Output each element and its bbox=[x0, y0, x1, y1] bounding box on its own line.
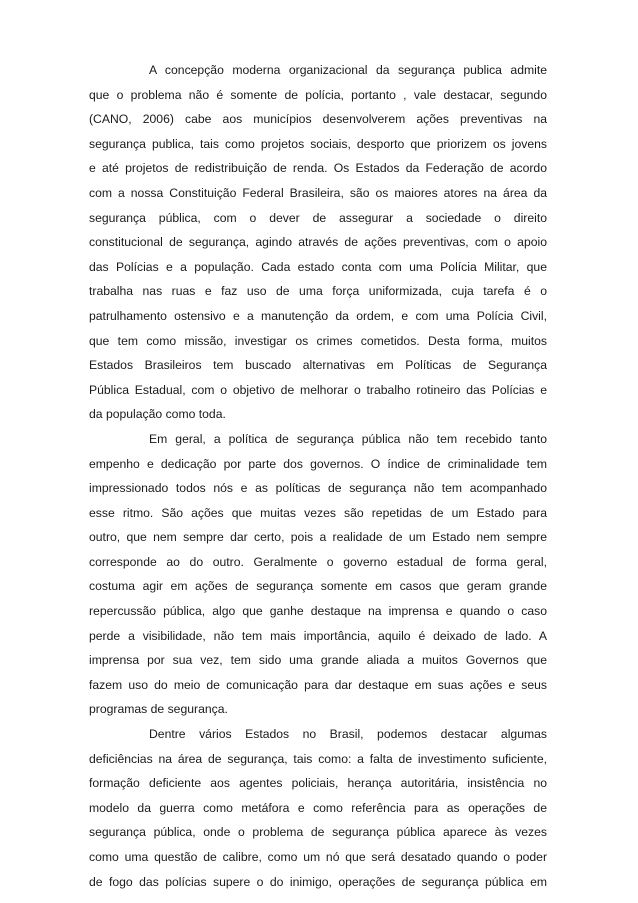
text-line: impressionado todos nós e as políticas de segurança não tem acompanhado bbox=[89, 481, 547, 496]
text-line: segurança pública, onde o problema de segurança pública aparece às vezes bbox=[89, 825, 547, 840]
text-line: trabalha nas ruas e faz uso de uma força uniformizada, cuja tarefa é o bbox=[89, 284, 547, 299]
text-line: com a nossa Constituição Federal Brasileira, são os maiores atores na área da bbox=[89, 185, 547, 200]
text-line: de fogo das polícias supere o do inimigo, operações de segurança pública em bbox=[89, 874, 547, 889]
text-line: (CANO, 2006) cabe aos municípios desenvolverem ações preventivas na bbox=[89, 112, 547, 127]
text-line: Estados Brasileiros tem buscado alternativas em Políticas de Segurança bbox=[89, 358, 547, 373]
body-text bbox=[89, 58, 547, 894]
text-line: programas de segurança. bbox=[89, 702, 228, 717]
text-line: perde a visibilidade, não tem mais importância, aquilo é deixado de lado. A bbox=[89, 628, 547, 643]
text-line: deficiências na área de segurança, tais como: a falta de investimento suficiente, bbox=[89, 751, 547, 766]
text-line: que o problema não é somente de polícia, portanto , vale destacar, segundo bbox=[89, 87, 547, 102]
text-line: constitucional de segurança, agindo através de ações preventivas, com o apoio bbox=[89, 235, 547, 250]
text-line: das Polícias e a população. Cada estado conta com uma Polícia Militar, que bbox=[89, 259, 547, 274]
text-line: patrulhamento ostensivo e a manutenção da ordem, e com uma Polícia Civil, bbox=[89, 308, 547, 323]
text-line: segurança publica, tais como projetos sociais, desporto que priorizem os jovens bbox=[89, 136, 547, 151]
text-line: imprensa por sua vez, tem sido uma grande aliada a muitos Governos que bbox=[89, 653, 547, 668]
text-line: que tem como missão, investigar os crimes cometidos. Desta forma, muitos bbox=[89, 333, 547, 348]
text-line: Dentre vários Estados no Brasil, podemos destacar algumas bbox=[149, 727, 547, 742]
text-line: segurança pública, com o dever de assegurar a sociedade o direito bbox=[89, 210, 547, 225]
text-line: outro, que nem sempre dar certo, pois a realidade de um Estado nem sempre bbox=[89, 530, 547, 545]
text-line: modelo da guerra como metáfora e como referência para as operações de bbox=[89, 800, 547, 815]
text-line: e até projetos de redistribuição de renda. Os Estados da Federação de acordo bbox=[89, 161, 547, 176]
text-line: A concepção moderna organizacional da segurança publica admite bbox=[149, 63, 547, 77]
text-line: esse ritmo. São ações que muitas vezes são repetidas de um Estado para bbox=[89, 505, 547, 520]
text-line: como uma questão de calibre, como um nó que será desatado quando o poder bbox=[89, 850, 547, 864]
text-line: formação deficiente aos agentes policiais, herança autoritária, insistência no bbox=[89, 776, 547, 791]
text-line: Pública Estadual, com o objetivo de melhorar o trabalho rotineiro das Polícias e bbox=[89, 382, 547, 397]
text-line: fazem uso do meio de comunicação para dar destaque em suas ações e seus bbox=[89, 677, 547, 692]
paragraph-1 bbox=[89, 58, 547, 427]
paragraph-2 bbox=[89, 427, 547, 722]
paragraph-3 bbox=[89, 722, 547, 894]
text-line: Em geral, a política de segurança pública não tem recebido tanto bbox=[149, 431, 547, 446]
text-line: costuma agir em ações de segurança somente em casos que geram grande bbox=[89, 579, 547, 594]
text-line: empenho e dedicação por parte dos governos. O índice de criminalidade tem bbox=[89, 456, 547, 471]
text-line: corresponde ao do outro. Geralmente o governo estadual de forma geral, bbox=[89, 554, 547, 569]
text-line: da população como toda. bbox=[89, 407, 226, 422]
text-line: repercussão pública, algo que ganhe destaque na imprensa e quando o caso bbox=[89, 604, 547, 619]
